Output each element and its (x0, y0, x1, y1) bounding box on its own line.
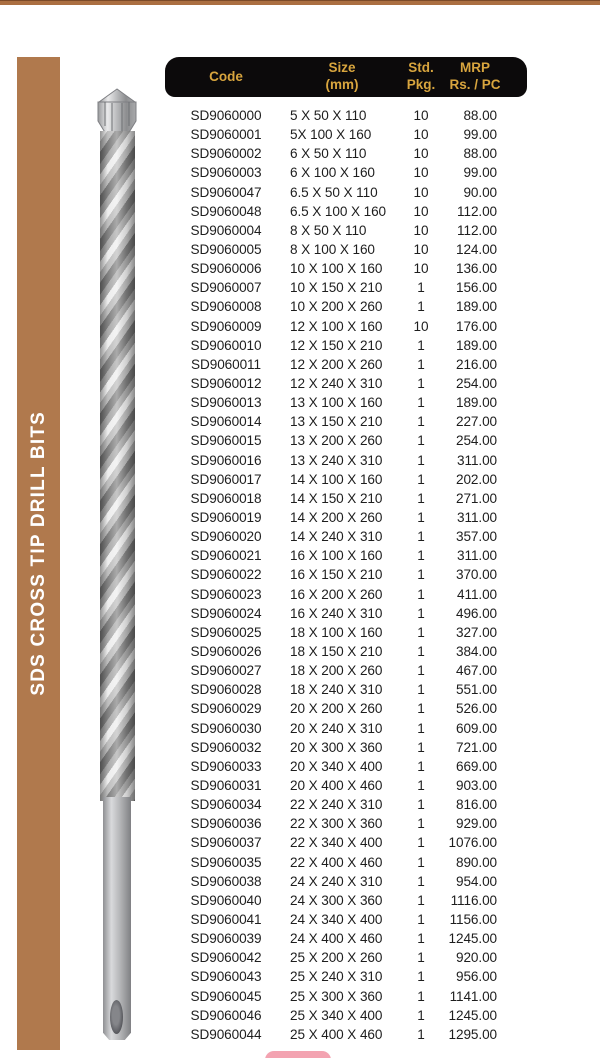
cell-std-pkg: 1 (417, 873, 425, 889)
table-row (165, 604, 527, 623)
table-row (165, 527, 527, 546)
column-header-size-line1: Size (328, 60, 356, 76)
table-row (165, 623, 527, 642)
cell-size: 22 X 400 X 460 (290, 854, 383, 870)
cell-std-pkg: 1 (417, 529, 425, 545)
cell-std-pkg: 1 (417, 950, 425, 966)
page-number-badge (265, 1051, 331, 1058)
cell-mrp: 216.00 (456, 356, 497, 372)
cell-size: 13 X 150 X 210 (290, 414, 383, 430)
cell-mrp: 721.00 (456, 739, 497, 755)
cell-std-pkg: 1 (417, 1007, 425, 1023)
cell-std-pkg: 1 (417, 797, 425, 813)
table-row (165, 336, 527, 355)
cell-mrp: 929.00 (456, 816, 497, 832)
cell-mrp: 920.00 (456, 950, 497, 966)
cell-size: 25 X 240 X 310 (290, 969, 383, 985)
table-row (165, 508, 527, 527)
cell-size: 5X 100 X 160 (290, 127, 372, 143)
cell-std-pkg: 1 (417, 452, 425, 468)
table-row (165, 929, 527, 948)
cell-code: SD9060021 (190, 548, 262, 564)
table-row (165, 297, 527, 316)
cell-size: 14 X 150 X 210 (290, 490, 383, 506)
cell-size: 6 X 50 X 110 (290, 146, 367, 162)
table-row (165, 986, 527, 1005)
cell-size: 6.5 X 50 X 110 (290, 184, 378, 200)
cell-std-pkg: 1 (417, 911, 425, 927)
table-row (165, 661, 527, 680)
cell-size: 18 X 200 X 260 (290, 663, 383, 679)
cell-code: SD9060022 (190, 567, 262, 583)
category-sidebar (17, 57, 60, 1050)
cell-std-pkg: 1 (417, 816, 425, 832)
column-header-std-pkg-line1: Std. (408, 60, 434, 76)
drill-bit-flute-image (100, 131, 135, 801)
cell-mrp: 370.00 (456, 567, 497, 583)
table-row (165, 202, 527, 221)
cell-size: 16 X 200 X 260 (290, 586, 383, 602)
cell-std-pkg: 1 (417, 337, 425, 353)
cell-std-pkg: 1 (417, 720, 425, 736)
cell-code: SD9060046 (190, 1007, 262, 1023)
cell-code: SD9060010 (190, 337, 262, 353)
cell-size: 12 X 240 X 310 (290, 376, 383, 392)
table-row (165, 259, 527, 278)
cell-size: 12 X 150 X 210 (290, 337, 383, 353)
cell-mrp: 669.00 (456, 758, 497, 774)
cell-std-pkg: 1 (417, 280, 425, 296)
cell-mrp: 88.00 (463, 108, 497, 124)
cell-size: 24 X 400 X 460 (290, 931, 383, 947)
cell-code: SD9060037 (190, 835, 262, 851)
table-row (165, 374, 527, 393)
cell-mrp: 357.00 (456, 529, 497, 545)
cell-mrp: 816.00 (456, 797, 497, 813)
cell-code: SD9060017 (190, 471, 262, 487)
cell-std-pkg: 1 (417, 931, 425, 947)
cell-size: 12 X 100 X 160 (290, 318, 383, 334)
table-row (165, 795, 527, 814)
cell-mrp: 227.00 (456, 414, 497, 430)
cell-code: SD9060002 (190, 146, 262, 162)
column-header-size-line2: (mm) (325, 77, 359, 92)
cell-mrp: 1295.00 (448, 1026, 497, 1042)
cell-size: 20 X 340 X 400 (290, 758, 383, 774)
cell-code: SD9060045 (190, 988, 262, 1004)
cell-mrp: 90.00 (463, 184, 497, 200)
table-row (165, 106, 527, 125)
cell-mrp: 124.00 (456, 242, 497, 258)
cell-size: 24 X 240 X 310 (290, 873, 383, 889)
cell-mrp: 112.00 (457, 222, 497, 238)
cell-size: 16 X 150 X 210 (290, 567, 383, 583)
cell-code: SD9060000 (190, 108, 262, 124)
cell-std-pkg: 10 (413, 318, 429, 334)
cell-code: SD9060041 (190, 911, 262, 927)
cell-std-pkg: 1 (417, 892, 425, 908)
cell-mrp: 1116.00 (450, 892, 497, 908)
cell-std-pkg: 1 (417, 299, 425, 315)
cell-code: SD9060048 (190, 203, 262, 219)
cell-std-pkg: 10 (413, 146, 429, 162)
table-row (165, 967, 527, 986)
cell-mrp: 176.00 (456, 318, 497, 334)
cell-mrp: 189.00 (456, 299, 497, 315)
cell-std-pkg: 1 (417, 395, 425, 411)
cell-size: 8 X 100 X 160 (290, 242, 375, 258)
cell-size: 5 X 50 X 110 (290, 108, 367, 124)
table-row (165, 163, 527, 182)
cell-size: 13 X 240 X 310 (290, 452, 383, 468)
cell-mrp: 496.00 (456, 605, 497, 621)
cell-std-pkg: 10 (413, 184, 429, 200)
cell-code: SD9060035 (190, 854, 262, 870)
table-row (165, 183, 527, 202)
cell-size: 14 X 100 X 160 (290, 471, 383, 487)
cell-std-pkg: 1 (417, 548, 425, 564)
table-row (165, 278, 527, 297)
cell-code: SD9060039 (190, 931, 262, 947)
cell-std-pkg: 1 (417, 969, 425, 985)
table-row (165, 719, 527, 738)
table-row (165, 872, 527, 891)
table-row (165, 1025, 527, 1044)
column-header-size (287, 57, 397, 97)
cell-code: SD9060016 (190, 452, 262, 468)
cell-code: SD9060009 (190, 318, 262, 334)
table-row (165, 642, 527, 661)
table-row (165, 738, 527, 757)
cell-code: SD9060029 (190, 701, 262, 717)
table-row (165, 757, 527, 776)
cell-size: 10 X 100 X 160 (290, 261, 383, 277)
cell-size: 8 X 50 X 110 (290, 222, 367, 238)
column-header-mrp-line2: Rs. / PC (449, 77, 501, 92)
cell-std-pkg: 1 (417, 433, 425, 449)
cell-std-pkg: 1 (417, 624, 425, 640)
category-label: SDS CROSS TIP DRILL BITS (27, 411, 49, 696)
cell-size: 25 X 200 X 260 (290, 950, 383, 966)
cell-mrp: 384.00 (456, 644, 497, 659)
cell-size: 18 X 100 X 160 (290, 624, 383, 640)
cell-std-pkg: 10 (413, 242, 429, 258)
cell-size: 16 X 240 X 310 (290, 605, 383, 621)
cell-std-pkg: 10 (413, 203, 429, 219)
cell-std-pkg: 1 (417, 663, 425, 679)
cell-size: 10 X 200 X 260 (290, 299, 383, 315)
cell-std-pkg: 10 (413, 127, 429, 143)
cell-mrp: 189.00 (456, 337, 497, 353)
cell-code: SD9060034 (190, 797, 262, 813)
cell-size: 25 X 340 X 400 (290, 1007, 383, 1023)
cell-size: 16 X 100 X 160 (290, 548, 383, 564)
cell-std-pkg: 10 (413, 108, 429, 124)
cell-code: SD9060015 (190, 433, 262, 449)
column-header-mrp-line1: MRP (460, 60, 490, 76)
cell-size: 12 X 200 X 260 (290, 356, 383, 372)
cell-code: SD9060047 (190, 184, 262, 200)
cell-std-pkg: 1 (417, 682, 425, 698)
table-row (165, 221, 527, 240)
table-row (165, 814, 527, 833)
cell-mrp: 954.00 (456, 873, 497, 889)
cell-std-pkg: 10 (413, 261, 429, 277)
cell-code: SD9060036 (190, 816, 262, 832)
table-row (165, 1006, 527, 1025)
table-row (165, 852, 527, 871)
table-header (165, 57, 527, 97)
cell-code: SD9060013 (190, 395, 262, 411)
column-header-std-pkg-line2: Pkg. (406, 77, 436, 92)
cell-mrp: 136.00 (456, 261, 497, 277)
cell-mrp: 551.00 (456, 682, 497, 698)
column-header-mrp (445, 57, 527, 97)
cell-size: 25 X 300 X 360 (290, 988, 383, 1004)
table-row (165, 680, 527, 699)
cell-mrp: 1156.00 (449, 911, 497, 927)
cell-mrp: 1245.00 (448, 931, 497, 947)
cell-std-pkg: 1 (417, 777, 425, 793)
table-row (165, 470, 527, 489)
cell-std-pkg: 1 (417, 1026, 425, 1042)
cell-size: 14 X 240 X 310 (290, 529, 383, 545)
cell-size: 24 X 340 X 400 (290, 911, 383, 927)
cell-std-pkg: 1 (417, 356, 425, 372)
table-row (165, 699, 527, 718)
drill-bit-tip-image (97, 88, 137, 135)
cell-std-pkg: 1 (417, 854, 425, 870)
cell-mrp: 99.00 (463, 127, 497, 143)
sds-shank-slot (110, 1000, 123, 1034)
table-row (165, 948, 527, 967)
table-row (165, 317, 527, 336)
cell-size: 6.5 X 100 X 160 (290, 203, 386, 219)
cell-code: SD9060040 (190, 892, 262, 908)
cell-std-pkg: 1 (417, 567, 425, 583)
cell-size: 20 X 240 X 310 (290, 720, 383, 736)
table-row (165, 489, 527, 508)
cell-code: SD9060042 (190, 950, 262, 966)
cell-code: SD9060032 (190, 739, 262, 755)
table-body (165, 106, 527, 1044)
table-row (165, 833, 527, 852)
cell-code: SD9060044 (190, 1026, 262, 1042)
cell-mrp: 88.00 (463, 146, 497, 162)
drill-bit-shank-image (103, 797, 131, 1040)
cell-std-pkg: 1 (417, 586, 425, 602)
cell-mrp: 1141.00 (449, 988, 497, 1004)
cell-std-pkg: 1 (417, 490, 425, 506)
cell-mrp: 156.00 (456, 280, 497, 296)
cell-size: 14 X 200 X 260 (290, 510, 383, 526)
cell-code: SD9060008 (190, 299, 262, 315)
cell-mrp: 189.00 (456, 395, 497, 411)
cell-size: 18 X 150 X 210 (290, 644, 383, 659)
cell-size: 20 X 300 X 360 (290, 739, 383, 755)
cell-size: 20 X 400 X 460 (290, 777, 383, 793)
column-header-code (165, 57, 287, 97)
cell-mrp: 903.00 (456, 777, 497, 793)
cell-code: SD9060007 (190, 280, 262, 296)
cell-mrp: 112.00 (457, 203, 497, 219)
cell-std-pkg: 1 (417, 605, 425, 621)
cell-mrp: 327.00 (456, 624, 497, 640)
cell-std-pkg: 1 (417, 988, 425, 1004)
column-header-code-line1: Code (209, 68, 243, 84)
cell-mrp: 609.00 (456, 720, 497, 736)
cell-std-pkg: 1 (417, 471, 425, 487)
cell-code: SD9060043 (190, 969, 262, 985)
cell-code: SD9060030 (190, 720, 262, 736)
top-accent-bar (0, 0, 600, 5)
cell-size: 22 X 240 X 310 (290, 797, 383, 813)
cell-size: 22 X 300 X 360 (290, 816, 383, 832)
cell-code: SD9060031 (190, 777, 262, 793)
cell-code: SD9060014 (190, 414, 262, 430)
cell-mrp: 1076.00 (448, 835, 497, 851)
table-row (165, 393, 527, 412)
cell-mrp: 254.00 (456, 376, 497, 392)
table-row (165, 125, 527, 144)
cell-code: SD9060020 (190, 529, 262, 545)
cell-size: 20 X 200 X 260 (290, 701, 383, 717)
cell-mrp: 890.00 (456, 854, 497, 870)
cell-std-pkg: 1 (417, 644, 425, 659)
cell-code: SD9060028 (190, 682, 262, 698)
cell-code: SD9060033 (190, 758, 262, 774)
cell-std-pkg: 1 (417, 758, 425, 774)
cell-code: SD9060012 (190, 376, 262, 392)
cell-std-pkg: 1 (417, 739, 425, 755)
cell-code: SD9060019 (190, 510, 262, 526)
table-row (165, 240, 527, 259)
cell-std-pkg: 1 (417, 835, 425, 851)
table-row (165, 585, 527, 604)
cell-size: 6 X 100 X 160 (290, 165, 375, 181)
table-row (165, 776, 527, 795)
cell-code: SD9060001 (190, 127, 262, 143)
table-row (165, 565, 527, 584)
cell-std-pkg: 1 (417, 376, 425, 392)
cell-code: SD9060025 (190, 624, 262, 640)
cell-std-pkg: 10 (413, 222, 429, 238)
column-header-std-pkg (397, 57, 445, 97)
cell-code: SD9060006 (190, 261, 262, 277)
cell-size: 24 X 300 X 360 (290, 892, 383, 908)
cell-code: SD9060004 (190, 222, 262, 238)
cell-size: 13 X 200 X 260 (290, 433, 383, 449)
cell-size: 22 X 340 X 400 (290, 835, 383, 851)
cell-size: 25 X 400 X 460 (290, 1026, 383, 1042)
table-row (165, 546, 527, 565)
cell-mrp: 202.00 (456, 471, 497, 487)
cell-mrp: 1245.00 (448, 1007, 497, 1023)
table-row (165, 355, 527, 374)
cell-mrp: 411.00 (457, 586, 497, 602)
table-row (165, 431, 527, 450)
table-row (165, 910, 527, 929)
cell-mrp: 311.00 (457, 452, 497, 468)
cell-code: SD9060018 (190, 490, 262, 506)
cell-code: SD9060005 (190, 242, 262, 258)
cell-size: 10 X 150 X 210 (290, 280, 383, 296)
cell-code: SD9060023 (190, 586, 262, 602)
cell-mrp: 526.00 (456, 701, 497, 717)
cell-mrp: 956.00 (456, 969, 497, 985)
table-row (165, 412, 527, 431)
cell-mrp: 254.00 (456, 433, 497, 449)
cell-code: SD9060024 (190, 605, 262, 621)
cell-std-pkg: 1 (417, 701, 425, 717)
cell-mrp: 311.00 (457, 548, 497, 564)
cell-code: SD9060003 (190, 165, 262, 181)
cell-std-pkg: 1 (417, 510, 425, 526)
cell-size: 18 X 240 X 310 (290, 682, 383, 698)
table-row (165, 891, 527, 910)
cell-mrp: 99.00 (463, 165, 497, 181)
cell-mrp: 311.00 (457, 510, 497, 526)
cell-mrp: 467.00 (456, 663, 497, 679)
cell-code: SD9060038 (190, 873, 262, 889)
cell-mrp: 271.00 (456, 490, 497, 506)
cell-size: 13 X 100 X 160 (290, 395, 383, 411)
table-row (165, 451, 527, 470)
cell-std-pkg: 1 (417, 414, 425, 430)
cell-code: SD9060011 (191, 356, 261, 372)
cell-code: SD9060026 (190, 644, 262, 659)
cell-std-pkg: 10 (413, 165, 429, 181)
cell-code: SD9060027 (190, 663, 262, 679)
table-row (165, 144, 527, 163)
